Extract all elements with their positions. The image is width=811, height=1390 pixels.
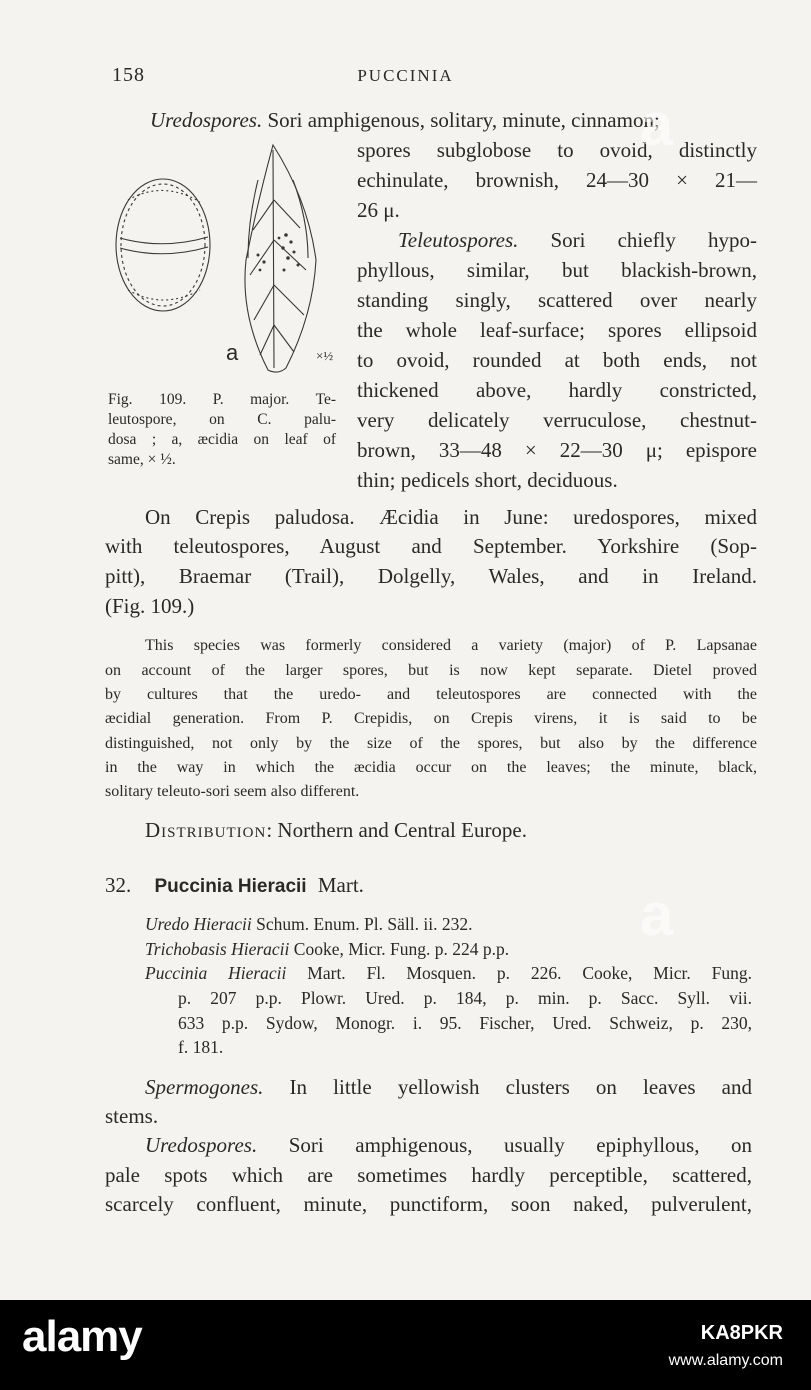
figure-caption [108,390,336,470]
host-line-4: (Fig. 109.) [105,594,195,618]
distribution-colon: : [266,818,278,842]
note-line-3: by cultures that the uredo- and teleutospores are connected with the [105,686,757,703]
intro-line-1: Uredospores. Sori amphigenous, solitary, minute, cinnamon; [150,108,660,132]
spermogones-line-2: stems. [105,1104,159,1128]
figure-scale-label: ×½ [316,348,334,363]
page-number: 158 [112,64,145,86]
intro-line-6: phyllous, similar, but blackish-brown, [357,258,757,282]
synonym-1: Uredo Hieracii Schum. Enum. Pl. Säll. ii. 232. [145,914,473,934]
figure-label-a: a [226,340,239,365]
intro-line-2: spores subglobose to ovoid, distinctly [357,138,757,162]
host-line-3: pitt), Braemar (Trail), Dolgelly, Wales, and in Ireland. [105,564,757,588]
species-number: 32. [105,873,132,897]
uredospores-line-3: scarcely confluent, minute, punctiform, soon naked, pulverulent, [105,1192,752,1216]
uredospores-line-1: Uredospores. Sori amphigenous, usually epiphyllous, on [145,1133,752,1157]
uredospores-line-2: pale spots which are sometimes hardly perceptible, scattered, [105,1163,752,1187]
intro-line-10: thickened above, hardly constricted, [357,378,757,402]
intro-line-3: echinulate, brownish, 24—30 × 21— [357,168,757,192]
note-line-6: in the way in which the æcidia occur on the leaves; the minute, black, [105,759,757,776]
caption-line-1: Fig. 109. P. major. Te- [108,391,336,408]
image-id: KA8PKR [700,1322,783,1344]
intro-line-7: standing singly, scattered over nearly [357,288,757,312]
note-line-1: This species was formerly considered a variety (major) of P. Lapsanae [145,637,757,654]
caption-line-3: dosa ; a, æcidia on leaf of [108,431,336,448]
spermogones-line-1: Spermogones. In little yellowish clusters on leaves and [145,1075,752,1099]
watermark-a-bottom: a [640,881,674,948]
note-line-2: on account of the larger spores, but is now kept separate. Dietel proved [105,662,757,679]
intro-line-9: to ovoid, rounded at both ends, not [357,348,757,372]
caption-line-4: same, × ½. [108,451,176,468]
synonym-3-line-3: 633 p.p. Sydow, Monogr. i. 95. Fischer, Ured. Schweiz, p. 230, [178,1013,752,1033]
distribution-label: Distribution [145,818,267,842]
distribution-line [145,816,527,846]
intro-line-12: brown, 33—48 × 22—30 μ; epispore [357,438,757,462]
synonym-3-line-4: f. 181. [178,1037,224,1057]
species-name: Puccinia Hieracii [154,876,307,897]
intro-line-8: the whole leaf-surface; spores ellipsoid [357,318,757,342]
synonym-2: Trichobasis Hieracii Cooke, Micr. Fung. p. 224 p.p. [145,939,510,959]
note-line-7: solitary teleuto-sori seem also different. [105,783,360,800]
host-line-2: with teleutospores, August and September. Yorkshire (Sop- [105,534,757,558]
synonym-3-line-1: Puccinia Hieracii Mart. Fl. Mosquen. p. 226. Cooke, Micr. Fung. [145,963,752,983]
intro-line-4: 26 μ. [357,198,400,222]
synonym-3-line-2: p. 207 p.p. Plowr. Ured. p. 184, p. min. p. Sacc. Syll. vii. [178,988,752,1008]
watermark-a-top: a [640,91,674,158]
intro-line-13: thin; pedicels short, deciduous. [357,468,618,492]
intro-line-11: very delicately verruculose, chestnut- [357,408,757,432]
alamy-logo: alamy [22,1312,142,1361]
caption-line-2: leutospore, on C. palu- [108,411,336,428]
species-heading [105,873,364,898]
species-authority: Mart. [317,873,364,897]
note-line-4: æcidial generation. From P. Crepidis, on Crepis virens, it is said to be [105,710,757,727]
intro-line-5: Teleutospores. Sori chiefly hypo- [398,228,757,252]
distribution-text: Northern and Central Europe. [277,818,528,842]
host-line-1: On Crepis paludosa. Æcidia in June: uredospores, mixed [145,505,757,529]
note-line-5: distinguished, not only by the size of the spores, but also by the difference [105,735,757,752]
stock-url: www.alamy.com [668,1352,783,1369]
running-title: PUCCINIA [357,66,454,85]
